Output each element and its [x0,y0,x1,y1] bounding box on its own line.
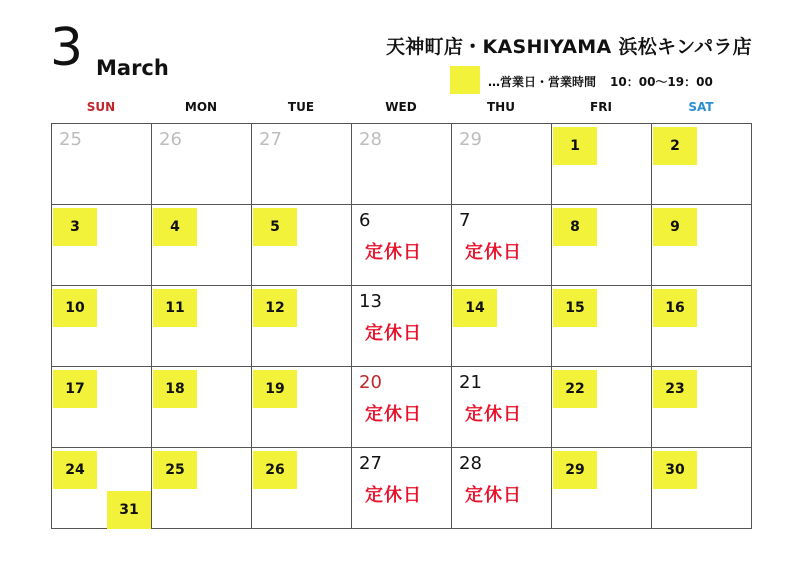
day-cell [351,204,452,286]
closed-label: 定休日 [365,242,422,263]
open-day-badge: 4 [153,208,197,246]
open-day-badge: 2 [653,127,697,165]
open-day-badge: 3 [53,208,97,246]
closed-day-number: 13 [359,291,382,312]
day-cell [551,285,652,367]
day-cell [251,204,352,286]
day-cell [251,447,352,529]
weekday-fri: FRI [590,100,612,114]
legend-hours: 10：00〜19：00 [610,75,713,89]
store-title: 天神町店・KASHIYAMA 浜松キンパラ店 [385,36,752,58]
open-day-badge: 30 [653,451,697,489]
day-cell [51,447,152,529]
day-cell [351,447,452,529]
open-day-badge: 23 [653,370,697,408]
day-cell [651,447,752,529]
open-day-badge: 26 [253,451,297,489]
other-month-day: 29 [459,129,482,150]
open-day-badge: 22 [553,370,597,408]
weekday-sun: SUN [86,100,116,114]
legend [488,73,713,90]
day-cell [551,123,652,205]
open-day-badge: 29 [553,451,597,489]
day-cell [51,123,152,205]
day-cell [151,204,252,286]
closed-label: 定休日 [465,404,522,425]
closed-day-number: 20 [359,372,382,393]
open-day-badge: 19 [253,370,297,408]
open-day-badge: 25 [153,451,197,489]
other-month-day: 26 [159,129,182,150]
open-day-badge: 9 [653,208,697,246]
day-cell [51,285,152,367]
day-cell [451,123,552,205]
day-cell [51,366,152,448]
closed-label: 定休日 [365,404,422,425]
closed-label: 定休日 [465,485,522,506]
day-cell [451,204,552,286]
open-day-badge: 24 [53,451,97,489]
legend-swatch [450,66,480,94]
day-cell [151,366,252,448]
day-cell [651,366,752,448]
open-day-badge: 12 [253,289,297,327]
open-day-badge: 10 [53,289,97,327]
open-day-badge: 17 [53,370,97,408]
weekday-thu: THU [487,100,515,114]
open-day-badge: 8 [553,208,597,246]
closed-day-number: 28 [459,453,482,474]
open-day-badge: 1 [553,127,597,165]
closed-day-number: 7 [459,210,471,231]
open-day-badge: 15 [553,289,597,327]
open-day-badge: 11 [153,289,197,327]
other-month-day: 25 [59,129,82,150]
open-day-badge: 16 [653,289,697,327]
weekday-wed: WED [385,100,417,114]
closed-label: 定休日 [365,485,422,506]
day-cell [151,123,252,205]
day-cell [651,285,752,367]
day-cell [451,285,552,367]
open-day-badge: 14 [453,289,497,327]
day-cell [551,204,652,286]
day-cell [351,123,452,205]
day-cell [51,204,152,286]
day-cell [351,366,452,448]
open-day-badge: 5 [253,208,297,246]
calendar-grid [51,123,751,529]
closed-day-number: 27 [359,453,382,474]
month-name: March [96,56,169,80]
closed-label: 定休日 [465,242,522,263]
day-cell [651,204,752,286]
month-number: 3 [50,18,84,78]
day-cell [451,447,552,529]
day-cell [251,285,352,367]
weekday-mon: MON [184,100,218,114]
other-month-day: 28 [359,129,382,150]
open-day-badge: 18 [153,370,197,408]
day-cell [251,123,352,205]
open-day-badge: 31 [107,491,151,529]
day-cell [551,447,652,529]
closed-label: 定休日 [365,323,422,344]
day-cell [651,123,752,205]
day-cell [151,447,252,529]
closed-day-number: 6 [359,210,371,231]
weekday-sat: SAT [688,100,714,114]
day-cell [251,366,352,448]
day-cell [351,285,452,367]
day-cell [451,366,552,448]
day-cell [551,366,652,448]
closed-day-number: 21 [459,372,482,393]
other-month-day: 27 [259,129,282,150]
weekday-tue: TUE [287,100,315,114]
day-cell [151,285,252,367]
legend-label: …営業日・営業時間 [488,75,597,89]
